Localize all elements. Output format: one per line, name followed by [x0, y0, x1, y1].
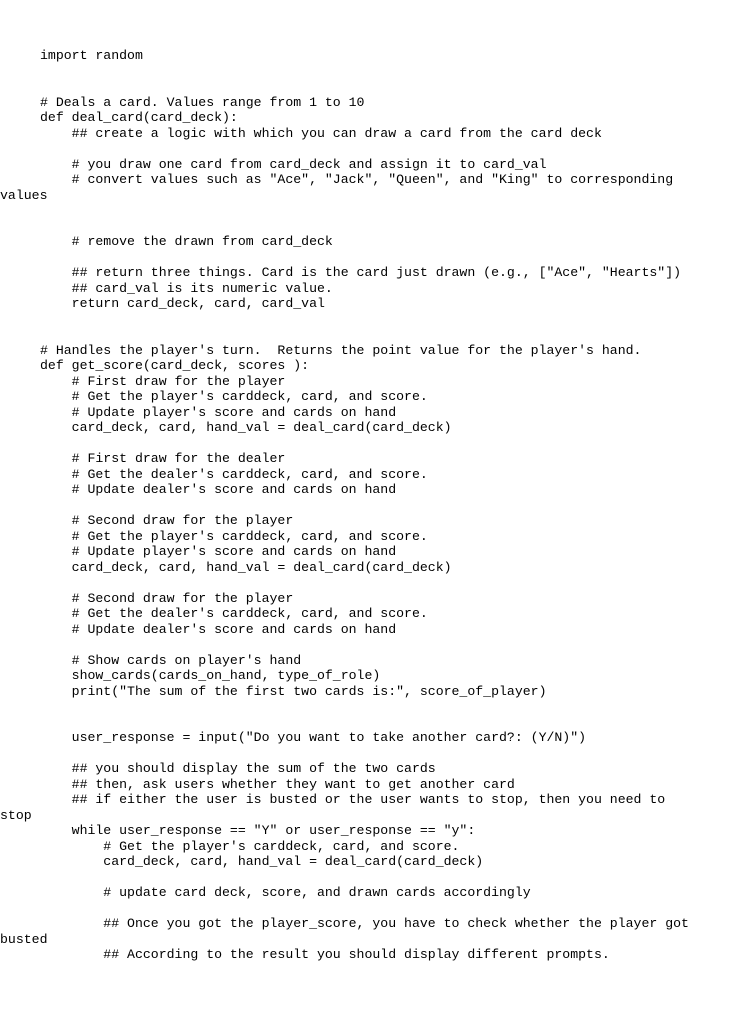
code-line-23: # Get the player's carddeck, card, and score.: [40, 389, 428, 404]
code-line-28: # Get the dealer's carddeck, card, and score.: [40, 466, 428, 482]
code-line-8: # you draw one card from card_deck and assign it to card_val: [40, 156, 547, 172]
code-line-4: # Deals a card. Values range from 1 to 10: [40, 94, 365, 110]
code-line-17: return card_deck, card, card_val: [40, 296, 325, 311]
code-line-6: ## create a logic with which you can draw a card from the card deck: [40, 125, 602, 141]
code-line-35: [40, 575, 689, 591]
code-line-10: values: [0, 187, 48, 203]
code-line-2: [40, 64, 689, 80]
code-line-44: [40, 715, 689, 731]
code-line-40: # Show cards on player's hand: [40, 652, 302, 668]
code-line-58: busted: [0, 931, 48, 947]
code-line-15: ## return three things. Card is the card just drawn (e.g., ["Ace", "Hearts"]): [40, 265, 682, 280]
code-line-59: ## According to the result you should display different prompts.: [40, 947, 610, 962]
code-line-1: import random: [40, 48, 143, 63]
code-line-30: [40, 498, 689, 514]
code-line-51: while user_response == "Y" or user_response == "y":: [40, 823, 476, 838]
code-line-16: ## card_val is its numeric value.: [40, 280, 333, 296]
code-line-37: # Get the dealer's carddeck, card, and score.: [40, 606, 428, 621]
code-line-22: # First draw for the player: [40, 373, 286, 389]
code-line-53: card_deck, card, hand_val = deal_card(card_deck): [40, 854, 484, 869]
code-line-42: print("The sum of the first two cards is:", score_of_player): [40, 683, 547, 699]
code-line-5: def deal_card(card_deck):: [40, 110, 238, 125]
code-line-52: # Get the player's carddeck, card, and score.: [40, 838, 460, 854]
code-line-45: user_response = input("Do you want to take another card?: (Y/N)"): [40, 730, 587, 745]
code-line-49: ## if either the user is busted or the user wants to stop, then you need to: [40, 792, 666, 807]
code-document: [0, 48, 689, 963]
code-line-24: # Update player's score and cards on hand: [40, 404, 397, 420]
code-line-41: show_cards(cards_on_hand, type_of_role): [40, 668, 381, 683]
code-line-36: # Second draw for the player: [40, 590, 294, 606]
code-line-39: [40, 637, 689, 653]
code-line-48: ## then, ask users whether they want to get another card: [40, 776, 515, 792]
code-line-14: [40, 250, 689, 266]
code-line-50: stop: [0, 807, 32, 823]
code-line-3: [40, 79, 689, 95]
code-line-19: [40, 327, 689, 343]
code-line-9: # convert values such as "Ace", "Jack", "Queen", and "King" to corresponding: [40, 172, 674, 187]
code-line-29: # Update dealer's score and cards on hand: [40, 482, 397, 497]
code-line-21: def get_score(card_deck, scores ):: [40, 358, 310, 373]
code-line-57: ## Once you got the player_score, you have to check whether the player got: [40, 916, 689, 931]
code-line-43: [40, 699, 689, 715]
code-line-38: # Update dealer's score and cards on hand: [40, 621, 397, 637]
code-line-34: card_deck, card, hand_val = deal_card(card_deck): [40, 559, 452, 575]
code-line-46: [40, 746, 689, 762]
code-line-13: # remove the drawn from card_deck: [40, 234, 333, 249]
code-line-11: [40, 203, 689, 219]
code-line-47: ## you should display the sum of the two cards: [40, 761, 436, 776]
code-line-33: # Update player's score and cards on hand: [40, 544, 397, 559]
code-line-7: [40, 141, 689, 157]
code-line-12: [40, 219, 689, 235]
code-line-26: [40, 436, 689, 452]
code-line-20: # Handles the player's turn. Returns the point value for the player's hand.: [40, 342, 642, 358]
code-line-31: # Second draw for the player: [40, 513, 294, 528]
code-line-54: [40, 870, 689, 886]
code-line-55: # update card deck, score, and drawn cards accordingly: [40, 885, 531, 900]
code-line-27: # First draw for the dealer: [40, 451, 286, 466]
code-line-18: [40, 312, 689, 328]
code-line-32: # Get the player's carddeck, card, and score.: [40, 528, 428, 544]
code-line-25: card_deck, card, hand_val = deal_card(card_deck): [40, 420, 452, 435]
code-line-56: [40, 901, 689, 917]
